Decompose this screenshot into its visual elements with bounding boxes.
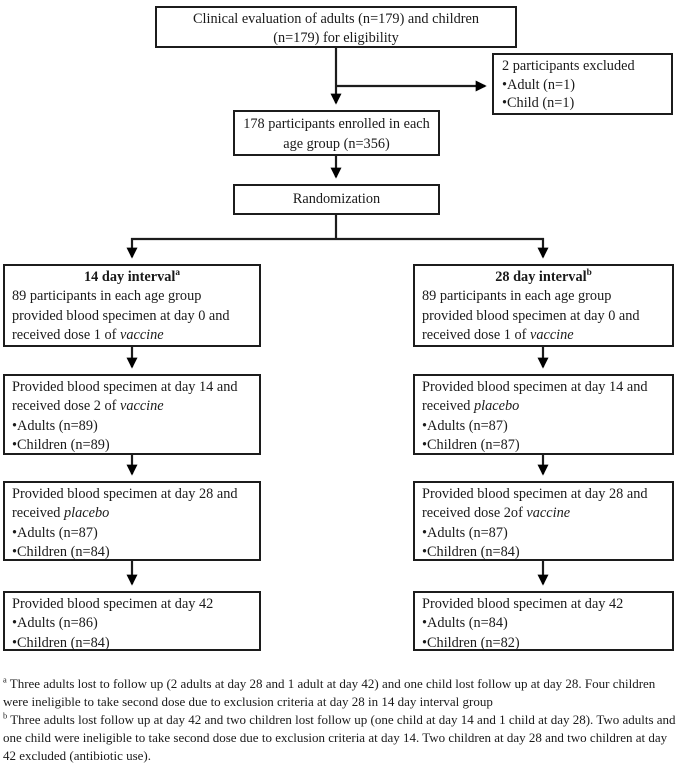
left-day14-bullet-adults: •Adults (n=89) [12, 417, 98, 434]
right-day28-bullet-children: •Children (n=84) [422, 544, 520, 561]
footnote-a-marker: a [3, 674, 7, 685]
enrolled-box [233, 110, 440, 156]
left-day42-text: Provided blood specimen at day 42 [12, 596, 214, 612]
excluded-box [492, 53, 673, 115]
eligibility-box [155, 6, 517, 48]
left-interval-box [3, 264, 261, 347]
randomization-text: Randomization [292, 191, 381, 207]
randomization-box [233, 184, 440, 215]
right-day14-text: Provided blood specimen at day 14 and received placebo [422, 379, 648, 415]
right-interval-body: 89 participants in each age group provided blood specimen at day 0 and received dose 1 of vaccine [422, 288, 640, 344]
footnotes [3, 675, 680, 763]
right-day28-box [413, 481, 674, 561]
left-day42-bullet-adults: •Adults (n=86) [12, 615, 98, 632]
footnote-a-text: Three adults lost to follow up (2 adults at day 28 and 1 adult at day 42) and one child lost follow up at day 28. Four children were ineligible to take second dose due to exclusion criteria at day 28 in 14 day interval group [3, 676, 656, 709]
left-interval-title: 14 day interval$^a$ [84, 268, 180, 285]
right-day42-bullet-children: •Children (n=82) [422, 634, 520, 651]
right-day28-bullet-adults: •Adults (n=87) [422, 524, 508, 541]
left-interval-body: 89 participants in each age group provided blood specimen at day 0 and received dose 1 of vaccine [12, 288, 230, 344]
left-day42-bullet-children: •Children (n=84) [12, 634, 110, 651]
footnote-b [3, 711, 680, 763]
left-day14-box [3, 374, 261, 455]
right-day42-bullet-adults: •Adults (n=84) [422, 615, 508, 632]
footnote-b-marker: b [3, 710, 8, 721]
right-interval-title: 28 day interval$^b$ [495, 268, 592, 285]
right-day14-box [413, 374, 674, 455]
left-day42-box [3, 591, 261, 651]
footnote-a [3, 675, 680, 711]
excluded-bullet-child: •Child (n=1) [502, 95, 575, 112]
right-day14-bullet-adults: •Adults (n=87) [422, 417, 508, 434]
excluded-bullet-adult: •Adult (n=1) [502, 76, 576, 93]
right-day42-box [413, 591, 674, 651]
left-day14-bullet-children: •Children (n=89) [12, 437, 110, 454]
left-day28-bullet-adults: •Adults (n=87) [12, 524, 98, 541]
left-day28-box [3, 481, 261, 561]
right-day28-text: Provided blood specimen at day 28 and received dose 2of vaccine [422, 486, 648, 522]
left-day28-bullet-children: •Children (n=84) [12, 544, 110, 561]
right-day42-text: Provided blood specimen at day 42 [422, 596, 624, 612]
enrolled-text: 178 participants enrolled in each age group (n=356) [243, 116, 430, 152]
eligibility-text: Clinical evaluation of adults (n=179) and children (n=179) for eligibility [193, 11, 479, 47]
footnote-b-text: Three adults lost follow up at day 42 and two children lost follow up (one child at day 14 and 1 child at day 28). Two adults and one child were ineligible to take second dose due to exclusion criteria at day 14. Two children at day 28 and two children at day 42 excluded (antibiotic use). [3, 712, 676, 763]
excluded-title: 2 participants excluded [502, 58, 635, 74]
right-day14-bullet-children: •Children (n=87) [422, 437, 520, 454]
left-day28-text: Provided blood specimen at day 28 and received placebo [12, 486, 238, 522]
right-interval-box [413, 264, 674, 347]
left-day14-text: Provided blood specimen at day 14 and received dose 2 of vaccine [12, 379, 238, 415]
